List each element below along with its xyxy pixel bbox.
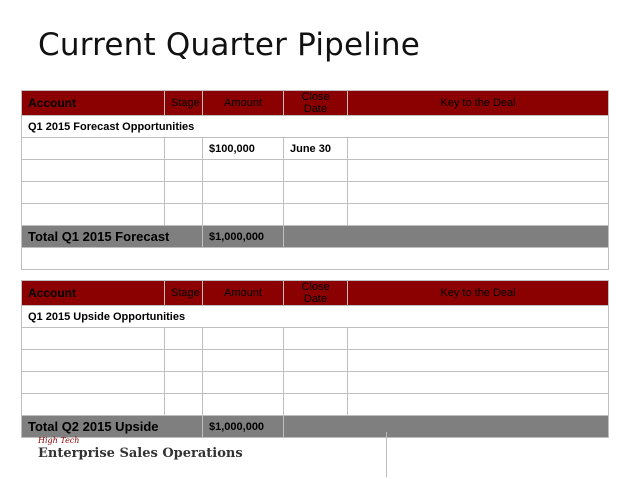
cell-key[interactable] (348, 328, 609, 350)
cell-key[interactable] (348, 350, 609, 372)
forecast-total-blank (284, 226, 609, 248)
upside-section-heading (22, 306, 609, 328)
table-row (22, 204, 609, 226)
cell-key[interactable] (348, 182, 609, 204)
cell-close-date[interactable] (284, 350, 348, 372)
upside-total-label: Total Q2 2015 Upside (22, 416, 203, 438)
cell-key[interactable] (348, 394, 609, 416)
upside-table (21, 280, 609, 438)
upside-total-amount: $1,000,000 (203, 416, 284, 438)
cell-key[interactable] (348, 372, 609, 394)
cell-account[interactable] (22, 372, 165, 394)
cell-amount[interactable] (203, 160, 284, 182)
cell-account[interactable] (22, 182, 165, 204)
cell-account[interactable] (22, 328, 165, 350)
cell-account[interactable] (22, 394, 165, 416)
footer-logo (38, 436, 243, 461)
spacer-cell (22, 248, 609, 270)
cell-stage[interactable] (165, 372, 203, 394)
col-amount: Amount (203, 281, 284, 306)
table-row (22, 182, 609, 204)
cell-stage[interactable] (165, 204, 203, 226)
col-stage: Stage (165, 281, 203, 306)
cell-account[interactable] (22, 350, 165, 372)
company-name: Enterprise Sales Operations (38, 446, 243, 461)
cell-close-date[interactable] (284, 204, 348, 226)
cell-close-date[interactable]: June 30 (284, 138, 348, 160)
cell-key[interactable] (348, 160, 609, 182)
cell-amount[interactable] (203, 394, 284, 416)
table-row (22, 138, 609, 160)
col-close-date: Close Date (284, 91, 348, 116)
cell-amount[interactable] (203, 350, 284, 372)
cell-amount[interactable] (203, 182, 284, 204)
upside-header-row (22, 281, 609, 306)
table-row (22, 350, 609, 372)
cell-amount[interactable]: $100,000 (203, 138, 284, 160)
col-key-to-deal: Key to the Deal (348, 281, 609, 306)
upside-total-row (22, 416, 609, 438)
cell-stage[interactable] (165, 182, 203, 204)
cell-close-date[interactable] (284, 328, 348, 350)
forecast-total-label: Total Q1 2015 Forecast (22, 226, 203, 248)
spacer-row (22, 248, 609, 270)
table-row (22, 160, 609, 182)
forecast-section-heading (22, 116, 609, 138)
cell-stage[interactable] (165, 160, 203, 182)
table-row (22, 372, 609, 394)
cell-close-date[interactable] (284, 394, 348, 416)
forecast-table (21, 90, 609, 270)
table-row (22, 328, 609, 350)
logo-tagline: High Tech (38, 436, 80, 445)
forecast-heading: Q1 2015 Forecast Opportunities (22, 116, 609, 138)
table-row (22, 394, 609, 416)
cell-close-date[interactable] (284, 372, 348, 394)
col-stage: Stage (165, 91, 203, 116)
col-account: Account (22, 281, 165, 306)
cell-amount[interactable] (203, 204, 284, 226)
cell-close-date[interactable] (284, 160, 348, 182)
cell-key[interactable] (348, 138, 609, 160)
upside-total-blank (284, 416, 609, 438)
cell-stage[interactable] (165, 328, 203, 350)
cell-close-date[interactable] (284, 182, 348, 204)
col-key-to-deal: Key to the Deal (348, 91, 609, 116)
cell-stage[interactable] (165, 138, 203, 160)
cell-stage[interactable] (165, 350, 203, 372)
forecast-total-row (22, 226, 609, 248)
cell-amount[interactable] (203, 372, 284, 394)
cell-account[interactable] (22, 160, 165, 182)
cell-key[interactable] (348, 204, 609, 226)
cell-account[interactable] (22, 138, 165, 160)
upside-heading: Q1 2015 Upside Opportunities (22, 306, 609, 328)
cell-account[interactable] (22, 204, 165, 226)
cell-amount[interactable] (203, 328, 284, 350)
footer-divider (386, 432, 387, 477)
col-account: Account (22, 91, 165, 116)
forecast-header-row (22, 91, 609, 116)
col-close-date: Close Date (284, 281, 348, 306)
forecast-total-amount: $1,000,000 (203, 226, 284, 248)
col-amount: Amount (203, 91, 284, 116)
page-title: Current Quarter Pipeline (38, 27, 421, 63)
cell-stage[interactable] (165, 394, 203, 416)
